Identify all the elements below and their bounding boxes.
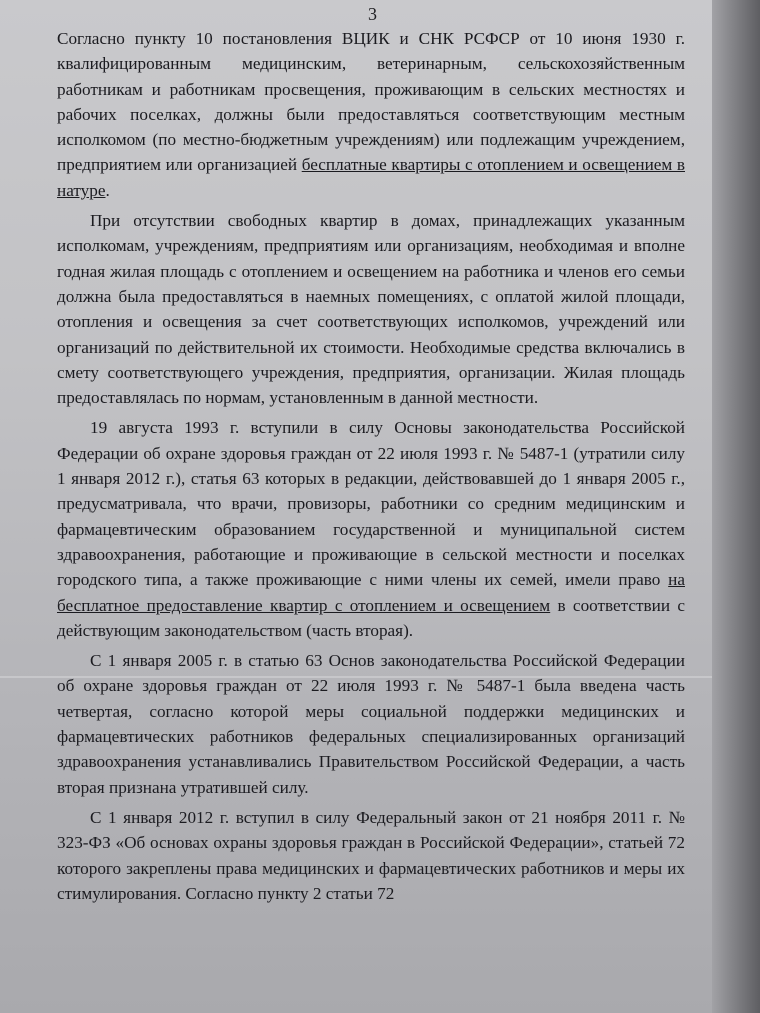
paragraph-2: При отсутствии свободных квартир в домах, принадлежащих указанным исполкомам, учреждениям, предприятиям или организациям, необходимая и вполне годная жилая площадь с отоплением и освещением на работника и членов его семьи должна была предоставляться в наемных помещениях, с оплатой жилой площади, отопления и освещения за счет соответствующих исполкомов, учреждений или организаций по действительной их стоимости. Необходимые средства включались в смету соответствующего учреждения, предприятия, организации. Жилая площадь предоставлялась по нормам, установленным в данной местности.: [57, 211, 685, 408]
paragraph-1-text-a: квалифицированным медицинским, ветеринарным, сельскохозяйственным работникам и работникам просвещения, проживающим в сельских местностях и рабочих поселках, должны были предоставляться соответствующим местным исполкомом (по местно-бюджетным учреждениям) или подлежащим учреждением, предприятием или организацией: [57, 54, 685, 175]
paragraph-3-underlined: на бесплатное предоставление квартир с отоплением и освещением: [57, 570, 685, 615]
paragraph-1-first-line: Согласно пункту 10 постановления ВЦИК и СНК РСФСР от 10 июня 1930 г.: [57, 29, 685, 48]
paragraph-3-text-a: 19 августа 1993 г. вступили в силу Основы законодательства Российской Федерации об охране здоровья граждан от 22 июля 1993 г. № 5487-1 (утратили силу 1 января 2012 г.), статья 63 которых в редакции, действовавшей до 1 января 2005 г., предусматривала, что врачи, провизоры, работники со средним медицинским и фармацевтическим образованием государственной и муниципальной систем здравоохранения, работающие и проживающие в сельской местности и поселках городского типа, а также проживающие с ними члены их семей, имели право: [57, 418, 685, 590]
paragraph-5: С 1 января 2012 г. вступил в силу Федеральный закон от 21 ноября 2011 г. № 323-ФЗ «Об основах охраны здоровья граждан в Российской Федерации», статьей 72 которого закреплены права медицинских и фармацевтических работников и меры их стимулирования. Согласно пункту 2 статьи 72: [57, 807, 685, 903]
paragraph-4: С 1 января 2005 г. в статью 63 Основ законодательства Российской Федерации об охране здоровья граждан от 22 июля 1993 г. № 5487-1 была введена часть четвертая, согласно которой меры социальной поддержки медицинских и фармацевтических работников федеральных специализированных организаций здравоохранения устанавливались Правительством Российской Федерации, а часть вторая признана утратившей силу.: [57, 651, 685, 797]
document-body: [57, 26, 685, 906]
paragraph-1-text-b: .: [105, 180, 110, 200]
paragraph-1-underlined: бесплатные квартиры с отоплением и освещением в натуре: [57, 155, 685, 200]
page-number: 3: [368, 4, 377, 24]
paragraph-1: [57, 26, 685, 203]
paragraph-3: [57, 415, 685, 643]
page-edge-shadow: [712, 0, 760, 1013]
paragraph-3-text-b: в соответствии с действующим законодательством (часть вторая).: [57, 595, 685, 640]
